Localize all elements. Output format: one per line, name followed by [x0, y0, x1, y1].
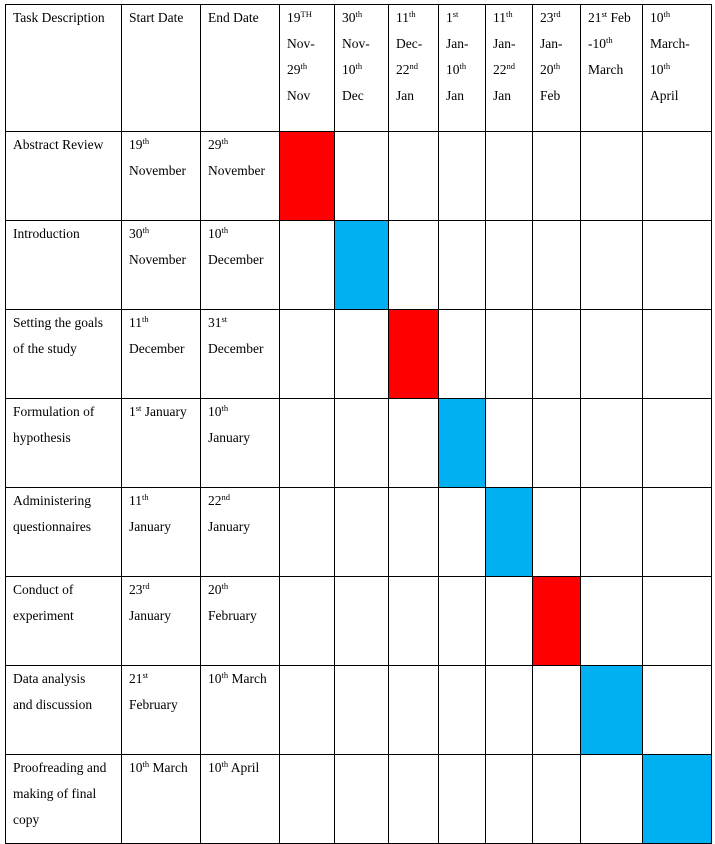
period-label-line: Nov [287, 88, 311, 103]
header-period [335, 5, 389, 132]
end-date-cell [201, 399, 280, 488]
start-date-line: 30th [129, 225, 150, 241]
end-date-line: 22nd [208, 492, 230, 508]
timeline-cell [486, 399, 533, 488]
end-date-cell [201, 666, 280, 755]
gantt-bar-blue [335, 221, 389, 310]
task-description-cell [6, 577, 122, 666]
ordinal-suffix: th [300, 61, 308, 71]
gantt-bar-blue [643, 755, 712, 844]
timeline-cell [439, 666, 486, 755]
timeline-cell [533, 221, 581, 310]
timeline-cell [335, 488, 389, 577]
task-description-cell [6, 221, 122, 310]
start-date-line: November [129, 252, 186, 267]
timeline-cell [335, 310, 389, 399]
timeline-cell [389, 666, 439, 755]
period-label-line: Nov- [342, 36, 370, 51]
gantt-bar-red [533, 577, 581, 666]
timeline-cell [533, 399, 581, 488]
period-label-line: 22nd [493, 61, 515, 77]
ordinal-suffix: th [355, 9, 363, 19]
ordinal-suffix: th [142, 314, 149, 324]
ordinal-suffix: st [601, 9, 608, 19]
timeline-cell [389, 577, 439, 666]
period-label-line: -10th [588, 35, 613, 51]
timeline-cell [581, 399, 643, 488]
task-description-line: hypothesis [13, 430, 71, 445]
ordinal-suffix: th [221, 759, 229, 769]
timeline-cell [581, 488, 643, 577]
period-label-line: 19TH [287, 9, 312, 25]
period-label-line: 22nd [396, 61, 418, 77]
timeline-cell [280, 399, 335, 488]
task-description-cell [6, 310, 122, 399]
end-date-line: January [208, 430, 250, 445]
task-description-line: experiment [13, 608, 74, 623]
start-date-cell [122, 488, 201, 577]
timeline-cell [643, 221, 712, 310]
period-label-line: Jan- [493, 36, 516, 51]
timeline-cell [486, 755, 533, 844]
ordinal-suffix: nd [409, 61, 418, 71]
start-date-cell [122, 666, 201, 755]
task-description-line: Conduct of [13, 582, 74, 597]
timeline-cell [389, 132, 439, 221]
start-date-line: 21st [129, 670, 149, 686]
end-date-line: 29th [208, 136, 229, 152]
timeline-cell [533, 755, 581, 844]
task-description-line: and discussion [13, 697, 93, 712]
timeline-cell [533, 666, 581, 755]
end-date-line: December [208, 252, 264, 267]
start-date-cell [122, 577, 201, 666]
period-label-line: 10th [650, 61, 671, 77]
period-label-line: 1st [446, 9, 459, 25]
task-row [6, 310, 712, 399]
ordinal-suffix: th [221, 581, 229, 591]
ordinal-suffix: th [459, 61, 467, 71]
timeline-cell [486, 132, 533, 221]
timeline-cell [280, 221, 335, 310]
task-description-line: Proofreading and [13, 760, 107, 775]
start-date-line: 1st January [129, 403, 187, 419]
gantt-schedule-table [5, 4, 712, 844]
timeline-cell [439, 755, 486, 844]
end-date-cell [201, 310, 280, 399]
header-end-date: End Date [201, 5, 280, 132]
period-label-line: Dec [342, 88, 364, 103]
end-date-line: 31st [208, 314, 228, 330]
end-date-line: 10th April [208, 759, 260, 775]
end-date-line: 10th March [208, 670, 267, 686]
timeline-cell [335, 755, 389, 844]
timeline-cell [439, 577, 486, 666]
ordinal-suffix: rd [553, 9, 561, 19]
ordinal-suffix: th [142, 492, 149, 502]
gantt-bar-red [280, 132, 335, 221]
header-period [643, 5, 712, 132]
task-row [6, 577, 712, 666]
timeline-cell [280, 577, 335, 666]
task-description-cell [6, 666, 122, 755]
start-date-cell [122, 755, 201, 844]
period-label-line: Nov- [287, 36, 315, 51]
gantt-bar-red [389, 310, 439, 399]
period-label-line: Jan- [540, 36, 563, 51]
task-description-line: Abstract Review [13, 137, 104, 152]
period-label-line: 10th [342, 61, 363, 77]
header-period [439, 5, 486, 132]
end-date-cell [201, 132, 280, 221]
header-period [280, 5, 335, 132]
task-row [6, 221, 712, 310]
task-description-line: Data analysis [13, 671, 86, 686]
ordinal-suffix: th [221, 225, 229, 235]
header-period [581, 5, 643, 132]
timeline-cell [389, 399, 439, 488]
period-label-line: Jan [446, 88, 464, 103]
gantt-bar-blue [486, 488, 533, 577]
ordinal-suffix: rd [142, 581, 150, 591]
task-row [6, 755, 712, 844]
ordinal-suffix: th [409, 9, 416, 19]
end-date-cell [201, 755, 280, 844]
timeline-cell [581, 577, 643, 666]
task-description-line: questionnaires [13, 519, 91, 534]
start-date-line: 11th [129, 314, 149, 330]
timeline-cell [389, 488, 439, 577]
header-period [486, 5, 533, 132]
start-date-cell [122, 399, 201, 488]
timeline-cell [533, 310, 581, 399]
timeline-cell [643, 666, 712, 755]
timeline-cell [643, 399, 712, 488]
timeline-cell [280, 310, 335, 399]
timeline-cell [439, 132, 486, 221]
period-label-line: April [650, 88, 679, 103]
timeline-cell [335, 666, 389, 755]
end-date-line: February [208, 608, 257, 623]
task-row [6, 399, 712, 488]
timeline-cell [486, 666, 533, 755]
ordinal-suffix: th [221, 403, 229, 413]
timeline-cell [486, 221, 533, 310]
end-date-line: 10th [208, 225, 229, 241]
timeline-cell [533, 132, 581, 221]
task-description-line: Formulation of [13, 404, 95, 419]
period-label-line: Jan- [446, 36, 469, 51]
start-date-line: February [129, 697, 178, 712]
task-description-line: making of final [13, 786, 97, 801]
ordinal-suffix: th [553, 61, 561, 71]
start-date-cell [122, 310, 201, 399]
timeline-cell [335, 577, 389, 666]
ordinal-suffix: st [452, 9, 459, 19]
start-date-cell [122, 132, 201, 221]
timeline-cell [643, 132, 712, 221]
period-label-line: Dec- [396, 36, 423, 51]
ordinal-suffix: th [663, 61, 671, 71]
period-label-line: 10th [650, 9, 671, 25]
timeline-cell [389, 221, 439, 310]
task-description-line: Setting the goals [13, 315, 103, 330]
period-label-line: 20th [540, 61, 561, 77]
end-date-cell [201, 488, 280, 577]
period-label-line: 21st Feb [588, 9, 631, 25]
period-label-line: 23rd [540, 9, 561, 25]
header-start-date: Start Date [122, 5, 201, 132]
task-description-line: of the study [13, 341, 77, 356]
period-label-line: Jan [396, 88, 414, 103]
ordinal-suffix: th [221, 670, 229, 680]
period-label-line: 10th [446, 61, 467, 77]
end-date-cell [201, 221, 280, 310]
timeline-cell [581, 755, 643, 844]
timeline-cell [389, 755, 439, 844]
timeline-cell [280, 755, 335, 844]
header-row [6, 5, 712, 132]
end-date-line: 20th [208, 581, 229, 597]
end-date-line: December [208, 341, 264, 356]
timeline-cell [581, 132, 643, 221]
ordinal-suffix: st [135, 403, 142, 413]
ordinal-suffix: th [506, 9, 513, 19]
gantt-bar-blue [439, 399, 486, 488]
ordinal-suffix: th [663, 9, 671, 19]
task-description-line: copy [13, 812, 40, 827]
period-label-line: 30th [342, 9, 363, 25]
period-label-line: March- [650, 36, 690, 51]
ordinal-suffix: th [221, 136, 229, 146]
task-description-cell [6, 399, 122, 488]
ordinal-suffix: st [221, 314, 228, 324]
ordinal-suffix: th [142, 759, 150, 769]
timeline-cell [439, 488, 486, 577]
ordinal-suffix: TH [300, 9, 312, 19]
end-date-line: 10th [208, 403, 229, 419]
task-description-cell [6, 488, 122, 577]
task-description-cell [6, 132, 122, 221]
timeline-cell [643, 488, 712, 577]
end-date-line: January [208, 519, 250, 534]
period-label-line: Jan [493, 88, 511, 103]
start-date-line: January [129, 519, 171, 534]
task-row [6, 488, 712, 577]
period-label-line: 29th [287, 61, 308, 77]
timeline-cell [439, 221, 486, 310]
timeline-cell [280, 488, 335, 577]
timeline-cell [280, 666, 335, 755]
task-description-line: Introduction [13, 226, 80, 241]
ordinal-suffix: th [142, 136, 150, 146]
timeline-cell [486, 310, 533, 399]
task-rows [6, 132, 712, 844]
timeline-cell [335, 132, 389, 221]
start-date-cell [122, 221, 201, 310]
task-row [6, 666, 712, 755]
ordinal-suffix: st [142, 670, 149, 680]
timeline-cell [643, 577, 712, 666]
timeline-cell [581, 221, 643, 310]
task-description-cell [6, 755, 122, 844]
ordinal-suffix: th [606, 35, 613, 45]
header-task-description: Task Description [6, 5, 122, 132]
start-date-line: 23rd [129, 581, 150, 597]
ordinal-suffix: th [355, 61, 363, 71]
period-label-line: March [588, 62, 624, 77]
ordinal-suffix: nd [506, 61, 515, 71]
timeline-cell [581, 310, 643, 399]
start-date-line: November [129, 163, 186, 178]
period-label-line: Feb [540, 88, 561, 103]
timeline-cell [486, 577, 533, 666]
timeline-cell [643, 310, 712, 399]
start-date-line: 10th March [129, 759, 188, 775]
end-date-line: November [208, 163, 265, 178]
end-date-cell [201, 577, 280, 666]
start-date-line: December [129, 341, 185, 356]
gantt-bar-blue [581, 666, 643, 755]
period-label-line: 11th [396, 9, 416, 25]
task-row [6, 132, 712, 221]
timeline-cell [439, 310, 486, 399]
task-description-line: Administering [13, 493, 91, 508]
ordinal-suffix: th [142, 225, 150, 235]
timeline-cell [335, 399, 389, 488]
start-date-line: January [129, 608, 171, 623]
period-label-line: 11th [493, 9, 513, 25]
ordinal-suffix: nd [221, 492, 230, 502]
header-period [533, 5, 581, 132]
start-date-line: 19th [129, 136, 150, 152]
timeline-cell [533, 488, 581, 577]
header-period [389, 5, 439, 132]
start-date-line: 11th [129, 492, 149, 508]
